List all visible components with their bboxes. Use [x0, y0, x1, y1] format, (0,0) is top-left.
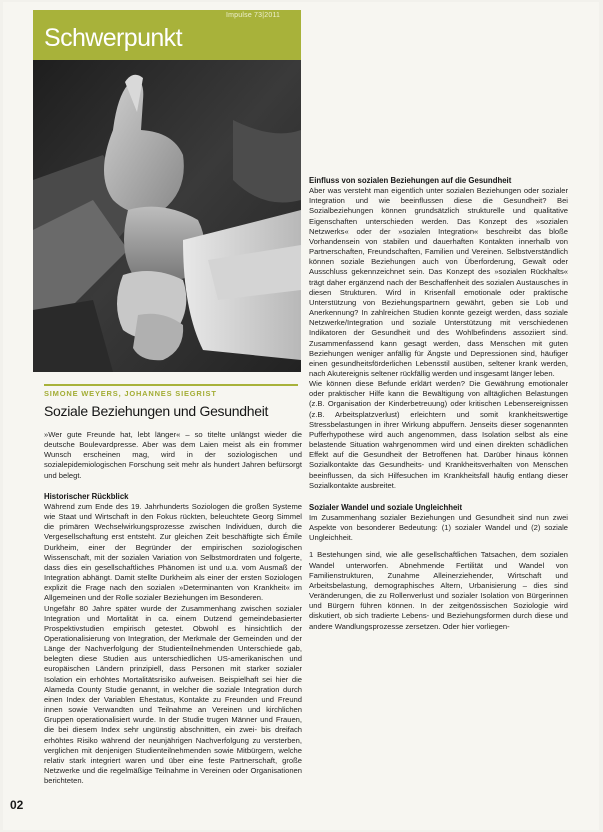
author-rule	[44, 384, 298, 386]
section-heading-history: Historischer Rückblick	[44, 491, 129, 501]
history-paragraph-1: Während zum Ende des 19. Jahrhunderts Soziologen die großen Systeme wie Staat und Wirtschaft in den Fokus rückten, beleuchtete Georg Simmel die primären Wechselwirkungsprozesse zwischen Individuen, durch die Vergesellschaftung erst entsteht. Zur gleichen Zeit beschäftigte sich Émile Durkheim, einer der Begründer der empirischen soziologischen Wissenschaft, mit der sozialen Variation von Selbstmordraten und folgerte, dass dies ein gesellschaftliches Phänomen ist und u.a. vom Ausmaß der Integration abhängt. Damit stellte Durkheim als einer der ersten Soziologen explizit die Frage nach den sozialen »Determinanten von Krankheit« im Allgemeinen und der Rolle sozialer Beziehungen im Besonderen.	[44, 501, 302, 603]
article-title: Soziale Beziehungen und Gesundheit	[44, 403, 269, 419]
issue-label: Impulse 73|2011	[226, 12, 281, 19]
social-change-paragraph-2: 1 Bestehungen sind, wie alle gesellschaftlichen Tatsachen, dem sozialen Wandel unterworfen. Abnehmende Fertilität und Wandel von Familienstrukturen, Zunahme Alleinerziehender, Wirtschaft und Arbeitsbelastung, demographisches Altern, Urbanisierung – dies sind Veränderungen, die zu Rollenverlust und sozialer Isolation von Bürgerinnen und Bürgern führen können. In der zeitgenössischen Soziologie wird diskutiert, ob sich tradierte Lebens- und Beziehungsformen durch diese und andere Wandlungsprozesse zersetzen. Oder hier vorliegen-	[309, 550, 568, 631]
history-paragraph-2-continued	[309, 60, 568, 162]
right-column	[309, 60, 568, 632]
left-column	[44, 430, 302, 832]
page-number: 02	[10, 798, 24, 812]
section-heading-social-change: Sozialer Wandel und soziale Ungleichheit	[309, 502, 463, 512]
influence-paragraph-2: Wie können diese Befunde erklärt werden? Die Gewährung emotionaler oder praktischer Hilfe kann die Bewältigung von alltäglichen Belastungen (z.B. Organisation der Kinderbetreuung) oder kritischen Lebensereignissen (z.B. Arbeitsplatzverlust) erleichtern und somit krankheitswertige Stressbelastungen in ihrer Wirkung abpuffern. Jenseits dieser sogenannten Pufferhypothese wird auch angenommen, dass Isolation selbst als eine belastende Situation wahrgenommen wird und einen direkten schädlichen Effekt auf die Gesundheit der Betroffenen hat. Darüber hinaus können Sozialkontakte das Gesundheits- und Krankheitsverhalten von Menschen beeinflussen, da sich Hilfesuchen im Krankheitsfall häufig entlang dieser Sozialkontakte ausbreitet.	[309, 379, 568, 490]
section-title: Schwerpunkt	[44, 24, 182, 52]
article-intro: »Wer gute Freunde hat, lebt länger« – so titelte unlängst wieder die deutsche Boulevardpresse. Aber was dem Laien meist als ein frommer Wunsch erscheinen mag, wird in der soziologischen und sozialepidemiologischen Forschung seit mehr als hundert Jahren befürsorgt und belegt.	[44, 430, 302, 480]
influence-paragraph-1: Aber was versteht man eigentlich unter sozialen Beziehungen oder sozialer Integration und wie beeinflussen diese die Gesundheit? Bei Sozialbeziehungen können grundsätzlich strukturelle und qualitative Eigenschaften unterschieden werden. Das Konzept des »sozialen Netzwerks« oder der »sozialen Integration« beschreibt das bloße Vorhandensein von stabilen und dauerhaften Kontakten innerhalb von Partnerschaften, Freundschaften, Familien und Vereinen. Selbstverständlich können soziale Beziehungen auch von Überforderung, Gewalt oder Ausschluss gekennzeichnet sein. Das Konzept des »sozialen Rückhalts« trägt daher ergänzend nach der Beschaffenheit des sozialen Austausches in diesen Strukturen. Wird in Krisenfall emotionale oder praktische Unterstützung von Beziehungspartnern gewährt, geben sie Lob und Anerkennung? In zahlreichen Studien konnte gezeigt werden, dass soziale Netzwerke/Integration und soziale Unterstützung mit verschiedenen Indikatoren der Gesundheit und des Wohlbefindens assoziiert sind. Zusammenfassend kann gesagt werden, dass Menschen mit guten Beziehungen weniger anfällig für Ängste und Depressionen sind, häufiger einen gesundheitsförderlichen Lebensstil ausüben, seltener krank werden, nach Akutereignis seltener rückfällig werden und insgesamt länger leben.	[309, 186, 568, 378]
social-change-paragraph-1: Im Zusammenhang sozialer Beziehungen und Gesundheit sind nun zwei Aspekte von besonderer Bedeutung: (1) sozialer Wandel und (2) soziale Ungleichheit.	[309, 513, 568, 543]
hands-thumbs-up-image	[33, 60, 301, 372]
article-authors: SIMONE WEYERS, JOHANNES SIEGRIST	[44, 389, 217, 398]
section-heading-influence: Einfluss von sozialen Beziehungen auf die Gesundheit	[309, 176, 512, 185]
hands-photo	[33, 60, 301, 372]
history-paragraph-2: Ungefähr 80 Jahre später wurde der Zusammenhang zwischen sozialer Integration und Mortalität in ca. einem Dutzend gemeindebasierter Prospektivstudien empirisch getestet. Obwohl es hinsichtlich der Operationalisierung von Integration, der Merkmale der Gemeinden und der Länge der Nachverfolgung der Studienteilnehmenden Unterschiede gab, belegten diese Studien aus unterschiedlichen US-amerikanischen und europäischen Ländern prinzipiell, dass Personen mit starker sozialer Isolation ein erhöhtes Mortalitätsrisiko aufweisen. Beispielhaft sei hier die Alameda County Studie genannt, in welcher die soziale Integration durch einen Index der Variablen Ehestatus, Kontakte zu Freunden und Freund innen sowie Verwandten und Teilnahme an Vereinen und kirchlichen Gruppen operationalisiert wurde. In der Studie trugen Männer und Frauen, die bei diesem Index sehr ungünstig abschnitten, ein zwei- bis dreifach erhöhtes Risiko während der neunjährigen Nachverfolgung zu versterben, verglichen mit denjenigen Studienteilnehmenden sowie Mitbürgern, welche relativ stark integriert waren und über eine feste Partnerschaft, große Netzwerke und die regelmäßige Teilnahme in Vereinen oder Organisationen berichteten.	[44, 603, 302, 786]
